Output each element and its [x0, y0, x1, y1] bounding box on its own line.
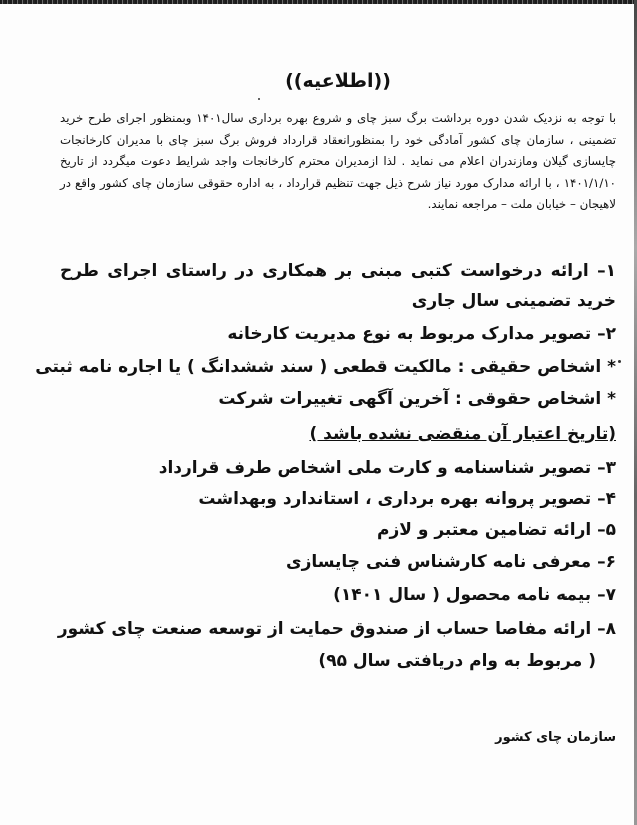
requirement-4: ۴– تصویر پروانه بهره برداری ، استاندارد وبهداشت [198, 489, 616, 509]
requirement-2-validity-note [60, 419, 616, 449]
requirement-2-natural-persons: * اشخاص حقیقی : مالکیت قطعی ( سند ششدانگ ) یا اجاره نامه ثبتی [35, 357, 616, 377]
scan-speck [618, 360, 621, 363]
requirement-2-legal-persons [60, 384, 616, 414]
requirement-6: ۶– معرفی نامه کارشناس فنی چایسازی [285, 552, 616, 572]
notice-title: ((اطلاعیه)) [285, 70, 391, 92]
requirement-1: ۱– ارائه درخواست کتبی مبنی بر همکاری در راستای اجرای طرح خرید تضمینی سال جاری [60, 261, 616, 311]
requirement-7: ۷– بیمه نامه محصول ( سال ۱۴۰۱) [333, 585, 616, 605]
requirement-8-note: ( مربوط به وام دریافتی سال ۹۵) [318, 651, 596, 671]
requirement-2: ۲– تصویر مدارک مربوط به نوع مدیریت کارخانه [227, 324, 616, 344]
signature: سازمان چای کشور [495, 730, 616, 745]
requirement-8: ۸– ارائه مفاصا حساب از صندوق حمایت از توسعه صنعت چای کشور [57, 619, 616, 639]
validity-note-text: (تاریخ اعتبار آن منقضی نشده باشد ) [309, 424, 616, 444]
scan-edge-top [0, 0, 637, 4]
requirement-3: ۳– تصویر شناسنامه و کارت ملی اشخاص طرف قرارداد [158, 458, 616, 478]
notice-intro: با توجه به نزدیک شدن دوره برداشت برگ سبز چای و شروع بهره برداری سال۱۴۰۱ وبمنظور اجرای طرح خرید تضمینی ، سازمان چای کشور آمادگی خود را بمنظورانعقاد قرارداد فروش برگ سبز چای با مدیران کارخانجات چایسازی گیلان ومازندران اعلام می نماید . لذا ازمدیران محترم کارخانجات واجد شرایط دعوت میگردد از تاریخ ۱۴۰۱/۱/۱۰ ، با ارائه مدارک مورد نیاز شرح ذیل جهت تنظیم قرارداد ، به اداره حقوقی سازمان چای کشور واقع در لاهیجان – خیابان ملت – مراجعه نمایند. [60, 111, 616, 212]
legal-persons-text: * اشخاص حقوقی : آخرین آگهی تغییرات شرکت [218, 389, 616, 409]
scan-speck [258, 98, 260, 100]
requirement-5: ۵– ارائه تضامین معتبر و لازم [377, 520, 616, 540]
